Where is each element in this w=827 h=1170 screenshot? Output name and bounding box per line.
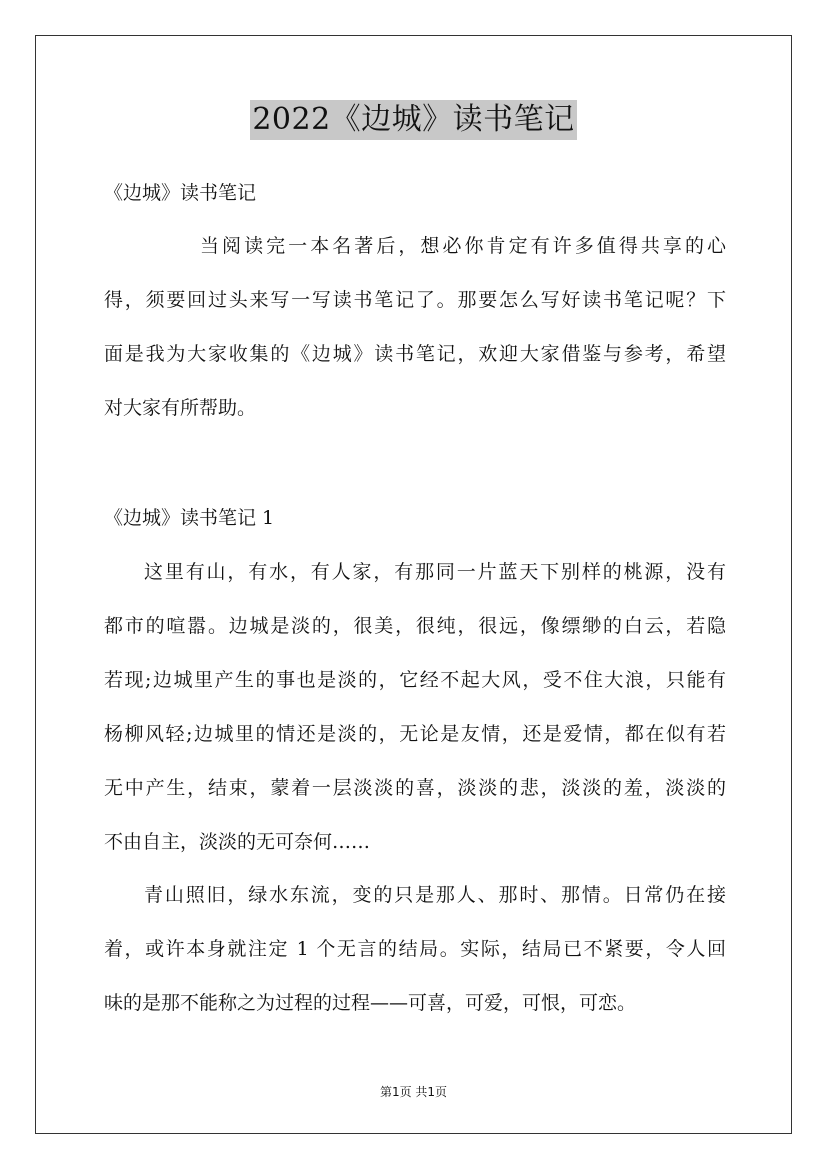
paragraph-line: 不由自主，淡淡的无可奈何……	[104, 831, 371, 853]
document-title: 2022《边城》读书笔记	[250, 100, 576, 140]
intro-line: 得，须要回过头来写一写读书笔记了。那要怎么写好读书笔记呢？下	[104, 289, 726, 311]
intro-line: 面是我为大家收集的《边城》读书笔记，欢迎大家借鉴与参考，希望	[104, 343, 726, 365]
page-footer: 第1页 共1页	[379, 1085, 448, 1099]
paragraph-line: 味的是那不能称之为过程的过程——可喜，可爱，可恨，可恋。	[104, 992, 637, 1014]
paragraph-line: 都市的喧嚣。边城是淡的，很美，很纯，很远，像缥缈的白云，若隐	[104, 615, 726, 637]
intro-paragraph	[104, 219, 726, 435]
intro-line: 当阅读完一本名著后，想必你肯定有许多值得共享的心	[200, 235, 726, 257]
body-paragraph-2	[104, 868, 726, 1030]
paragraph-line: 这里有山，有水，有人家，有那同一片蓝天下别样的桃源，没有	[144, 561, 726, 583]
paragraph-line: 青山照旧，绿水东流，变的只是那人、那时、那情。日常仍在接	[144, 884, 726, 906]
paragraph-line: 若现;边城里产生的事也是淡的，它经不起大风，受不住大浪，只能有	[104, 669, 726, 691]
paragraph-line: 着，或许本身就注定 1 个无言的结局。实际，结局已不紧要，令人回	[104, 938, 726, 960]
document-subtitle: 《边城》读书笔记	[104, 182, 257, 204]
intro-line: 对大家有所帮助。	[104, 397, 257, 419]
paragraph-line: 无中产生，结束，蒙着一层淡淡的喜，淡淡的悲，淡淡的羞，淡淡的	[104, 777, 726, 799]
body-paragraph-1	[104, 545, 726, 869]
paragraph-line: 杨柳风轻;边城里的情还是淡的，无论是友情，还是爱情，都在似有若	[104, 723, 726, 745]
section-heading: 《边城》读书笔记 1	[104, 507, 275, 529]
title-container	[0, 100, 827, 140]
